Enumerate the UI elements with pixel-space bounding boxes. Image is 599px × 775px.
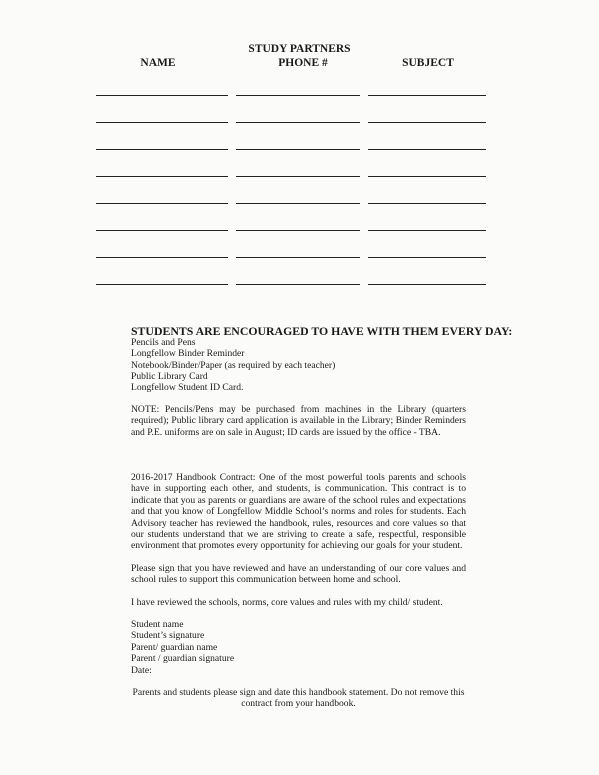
phone-blank-line[interactable] — [236, 203, 360, 204]
list-item: Longfellow Binder Reminder — [131, 348, 245, 360]
signature-fields — [131, 619, 234, 676]
supplies-heading: STUDENTS ARE ENCOURAGED TO HAVE WITH THEM EVERY DAY: — [131, 324, 513, 338]
study-partners-title: STUDY PARTNERS — [248, 43, 351, 55]
phone-column-header: PHONE # — [278, 57, 328, 69]
subject-blank-line[interactable] — [368, 122, 486, 123]
subject-blank-line[interactable] — [368, 176, 486, 177]
supplies-list — [131, 337, 335, 393]
phone-blank-line[interactable] — [236, 149, 360, 150]
name-column-header: NAME — [140, 57, 176, 69]
name-blank-line[interactable] — [96, 95, 228, 96]
name-blank-line[interactable] — [96, 257, 228, 258]
name-blank-line[interactable] — [96, 203, 228, 204]
phone-blank-line[interactable] — [236, 176, 360, 177]
phone-blank-line[interactable] — [236, 122, 360, 123]
supplies-note: NOTE: Pencils/Pens may be purchased from machines in the Library (quarters required); Public library card application is available in the Library; Binder Reminders and P.E. uniforms are on sale in August; ID cards are issued by the office - TBA. — [131, 404, 466, 438]
subject-blank-line[interactable] — [368, 284, 486, 285]
phone-blank-line[interactable] — [236, 257, 360, 258]
date-field[interactable]: Date: — [131, 664, 152, 676]
closing-statement: Parents and students please sign and date this handbook statement. Do not remove this contract from your handbook. — [132, 687, 465, 710]
phone-blank-line[interactable] — [236, 284, 360, 285]
student-signature-field[interactable]: Student’s signature — [131, 630, 205, 642]
subject-blank-line[interactable] — [368, 230, 486, 231]
name-blank-line[interactable] — [96, 176, 228, 177]
list-item: Public Library Card — [131, 370, 208, 382]
guardian-name-field[interactable]: Parent/ guardian name — [131, 641, 218, 653]
list-item: Notebook/Binder/Paper (as required by each teacher) — [131, 359, 336, 371]
subject-blank-line[interactable] — [368, 257, 486, 258]
phone-blank-line[interactable] — [236, 230, 360, 231]
name-blank-line[interactable] — [96, 230, 228, 231]
name-blank-line[interactable] — [96, 149, 228, 150]
review-statement: I have reviewed the schools, norms, core values and rules with my child/ student. — [131, 597, 443, 608]
list-item: Longfellow Student ID Card. — [131, 382, 244, 394]
subject-column-header: SUBJECT — [402, 57, 454, 69]
guardian-signature-field[interactable]: Parent / guardian signature — [131, 653, 235, 665]
name-blank-line[interactable] — [96, 284, 228, 285]
student-name-field[interactable]: Student name — [131, 619, 184, 630]
subject-blank-line[interactable] — [368, 95, 486, 96]
subject-blank-line[interactable] — [368, 203, 486, 204]
contract-paragraph: 2016-2017 Handbook Contract: One of the most powerful tools parents and schools have in supporting each other, and students, is communication. This contract is to indicate that you as parents or guardians are aware of the school rules and expectations and that you know of Longfellow Middle School’s norms and roles for students. Each Advisory teacher has reviewed the handbook, rules, resources and core values so that our students understand that we are striving to create a safe, respectful, responsible environment that promotes every opportunity for achieving our goals for your student. — [131, 472, 466, 552]
name-blank-line[interactable] — [96, 122, 228, 123]
phone-blank-line[interactable] — [236, 95, 360, 96]
sign-instructions: Please sign that you have reviewed and have an understanding of our core values and school rules to support this communication between home and school. — [131, 563, 466, 586]
list-item: Pencils and Pens — [131, 337, 196, 348]
subject-blank-line[interactable] — [368, 149, 486, 150]
